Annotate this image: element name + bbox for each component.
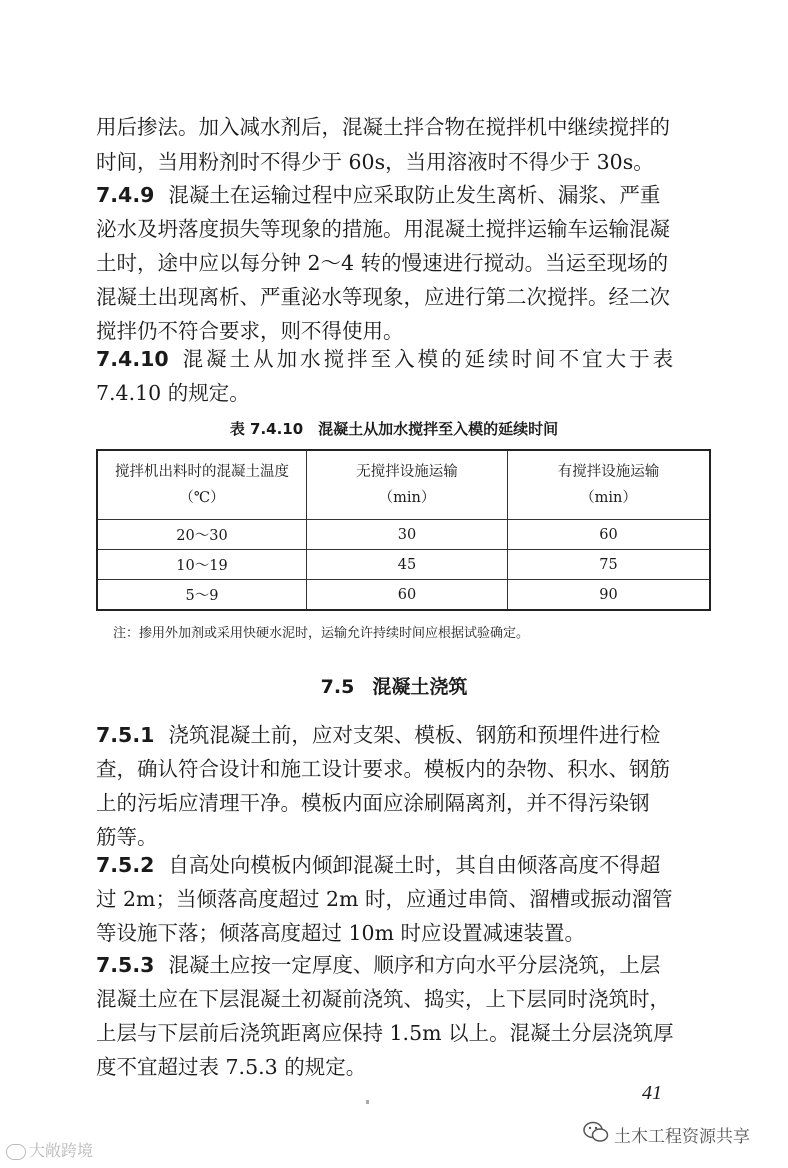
table-cell: 75 <box>508 550 711 580</box>
watermark-left <box>6 1138 93 1161</box>
table-header-cell <box>97 450 307 520</box>
text-line: 时间，当用粉剂时不得少于 60s，当用溶液时不得少于 30s。 <box>96 150 654 174</box>
table-cell: 5～9 <box>97 580 307 611</box>
section-title: 混凝土浇筑 <box>372 676 468 698</box>
section-heading <box>0 672 788 699</box>
clause-7-4-10 <box>96 342 676 376</box>
header-line: （℃） <box>179 490 225 506</box>
table-row <box>97 550 710 580</box>
clause-7-5-2 <box>96 848 660 882</box>
text-line: 查，确认符合设计和施工设计要求。模板内的杂物、积水、钢筋 <box>96 757 670 781</box>
clause-number: 7.5.2 <box>96 853 155 877</box>
clause-7-4-9 <box>96 178 660 212</box>
table-cell: 30 <box>307 520 508 550</box>
text-line: 过 2m；当倾落高度超过 2m 时，应通过串筒、溜槽或振动溜管 <box>96 887 673 911</box>
header-line: （min） <box>378 490 436 506</box>
watermark-right: 土木工程资源共享 <box>614 1127 750 1147</box>
table-cell: 60 <box>307 580 508 611</box>
wechat-icon <box>582 1120 610 1144</box>
text-line: 度不宜超过表 7.5.3 的规定。 <box>96 1055 367 1079</box>
text-line: 上层与下层前后浇筑距离应保持 1.5m 以上。混凝土分层浇筑厚 <box>96 1021 674 1045</box>
text-line: 自高处向模板内倾卸混凝土时，其自由倾落高度不得超 <box>168 853 661 877</box>
duration-table <box>96 449 711 611</box>
watermark-logo-icon <box>6 1144 26 1160</box>
text-line: 上的污垢应清理干净。模板内面应涂刷隔离剂，并不得污染钢 <box>96 791 650 815</box>
text-line: 混凝土出现离析、严重泌水等现象，应进行第二次搅拌。经二次 <box>96 285 670 309</box>
header-line: 无搅拌设施运输 <box>356 464 458 480</box>
header-line: （min） <box>580 490 637 506</box>
text-line: 浇筑混凝土前，应对支架、模板、钢筋和预埋件进行检 <box>168 723 661 747</box>
clause-number: 7.4.9 <box>96 183 155 207</box>
text-line: 混凝土在运输过程中应采取防止发生离析、漏浆、严重 <box>168 183 661 207</box>
text-line: 用后掺法。加入减水剂后，混凝土拌合物在搅拌机中继续搅拌的 <box>96 115 670 139</box>
watermark-left-text: 大敞跨境 <box>29 1141 94 1160</box>
table-row <box>97 520 710 550</box>
header-line: 有搅拌设施运输 <box>557 464 660 480</box>
clause-number: 7.4.10 <box>96 347 169 371</box>
text-line: 土时，途中应以每分钟 2～4 转的慢速进行搅动。当运至现场的 <box>96 251 669 275</box>
table-header-row <box>97 450 710 520</box>
table-header-cell <box>307 450 508 520</box>
page-number: 41 <box>642 1082 662 1104</box>
table-caption: 表 7.4.10 混凝土从加水搅拌至入模的延续时间 <box>229 420 559 438</box>
clause-7-5-3 <box>96 948 660 982</box>
table-cell: 60 <box>508 520 711 550</box>
text-line: 7.4.10 的规定。 <box>96 381 250 405</box>
text-line: 混凝土应在下层混凝土初凝前浇筑、捣实，上下层同时浇筑时， <box>96 987 670 1011</box>
scan-speck <box>366 1100 369 1104</box>
section-number: 7.5 <box>320 676 355 698</box>
table-cell: 45 <box>307 550 508 580</box>
table-cell: 90 <box>508 580 711 611</box>
text-line: 等设施下落；倾落高度超过 10m 时应设置减速装置。 <box>96 921 586 945</box>
text-line: 混凝土从加水搅拌至入模的延续时间不宜大于表 <box>182 347 677 371</box>
table-row <box>97 580 710 611</box>
text-line: 搅拌仍不符合要求，则不得使用。 <box>96 319 404 343</box>
text-line: 筋等。 <box>96 825 158 849</box>
header-line: 搅拌机出料时的混凝土温度 <box>115 464 289 480</box>
clause-number: 7.5.1 <box>96 723 155 747</box>
table-cell: 20～30 <box>97 520 307 550</box>
clause-7-5-1 <box>96 718 660 752</box>
table-header-cell <box>508 450 711 520</box>
clause-number: 7.5.3 <box>96 953 155 977</box>
table-note: 注：掺用外加剂或采用快硬水泥时，运输允许持续时间应根据试验确定。 <box>113 626 530 641</box>
text-line: 混凝土应按一定厚度、顺序和方向水平分层浇筑，上层 <box>168 953 661 977</box>
table-cell: 10～19 <box>97 550 307 580</box>
text-line: 泌水及坍落度损失等现象的措施。用混凝土搅拌运输车运输混凝 <box>96 217 670 241</box>
